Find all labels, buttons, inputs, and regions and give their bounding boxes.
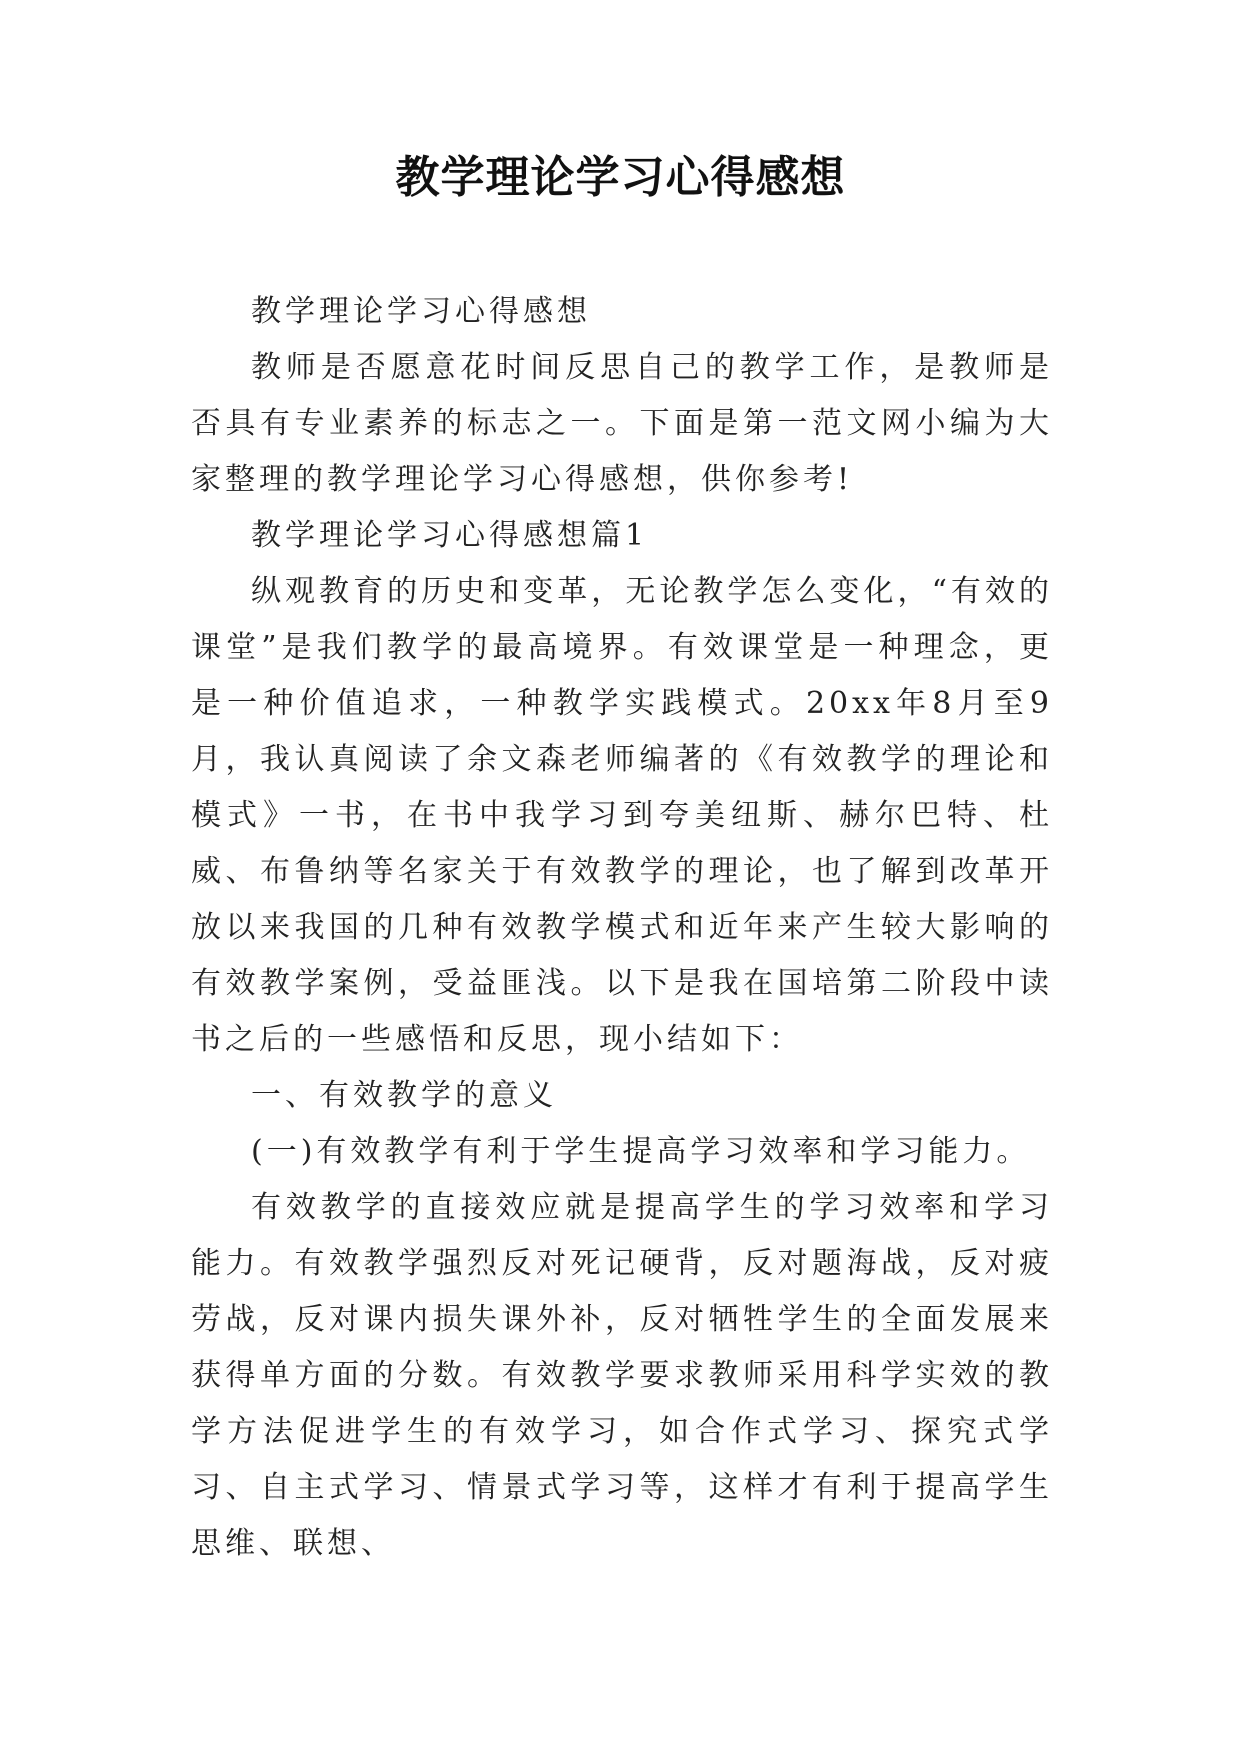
paragraph-detail: 有效教学的直接效应就是提高学生的学习效率和学习能力。有效教学强烈反对死记硬背，反对题海战，反对疲劳战，反对课内损失课外补，反对牺牲学生的全面发展来获得单方面的分数。有效教学要求教师采用科学实效的教学方法促进学生的有效学习，如合作式学习、探究式学习、自主式学习、情景式学习等，这样才有利于提高学生思维、联想、 (191, 1190, 1053, 1561)
paragraph-point: (一)有效教学有利于学生提高学习效率和学习能力。 (251, 1134, 1031, 1169)
document-title: 教学理论学习心得感想 (395, 152, 846, 203)
paragraph-section-title: 教学理论学习心得感想篇1 (251, 518, 649, 553)
paragraph-intro: 教师是否愿意花时间反思自己的教学工作，是教师是否具有专业素养的标志之一。下面是第一范文网小编为大家整理的教学理论学习心得感想，供你参考! (191, 350, 1053, 497)
paragraph-subheading: 一、有效教学的意义 (251, 1078, 557, 1113)
document-body (191, 284, 1053, 1572)
paragraph-overview: 纵观教育的历史和变革，无论教学怎么变化，“有效的课堂”是我们教学的最高境界。有效课堂是一种理念，更是一种价值追求，一种教学实践模式。20xx年8月至9月，我认真阅读了余文森老师编著的《有效教学的理论和模式》一书，在书中我学习到夸美纽斯、赫尔巴特、杜威、布鲁纳等名家关于有效教学的理论，也了解到改革开放以来我国的几种有效教学模式和近年来产生较大影响的有效教学案例，受益匪浅。以下是我在国培第二阶段中读书之后的一些感悟和反思，现小结如下： (191, 574, 1053, 1057)
paragraph-heading: 教学理论学习心得感想 (251, 294, 591, 329)
